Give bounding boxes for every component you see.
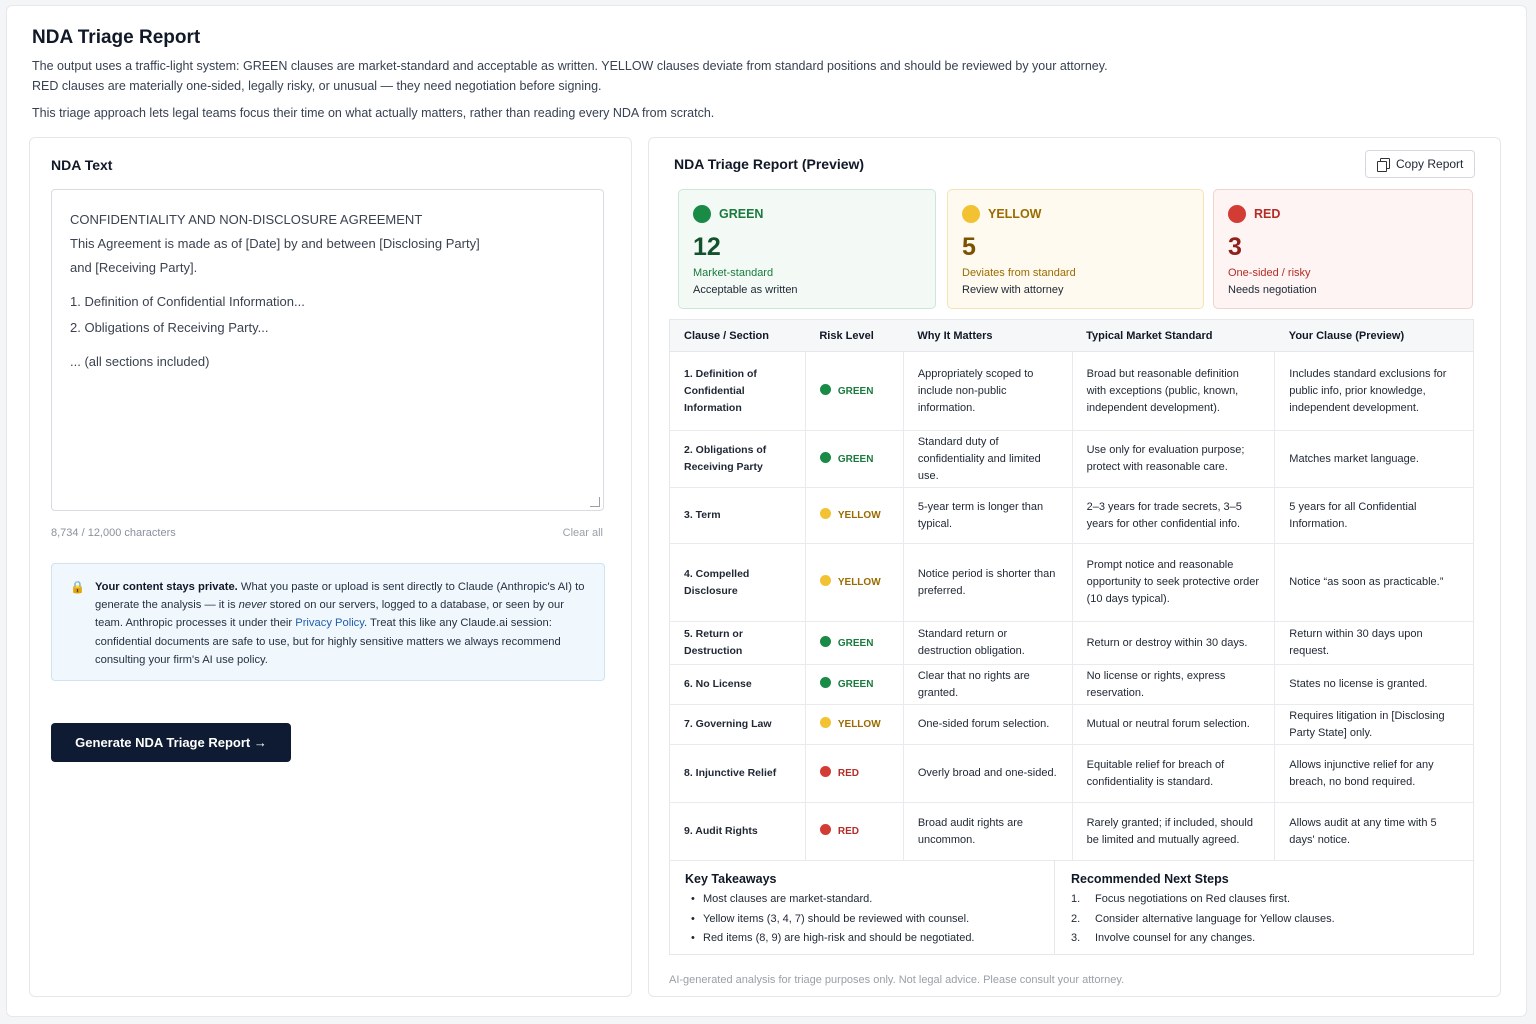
card-note: Acceptable as written	[693, 284, 798, 296]
next-steps-title: Recommended Next Steps	[1071, 872, 1229, 886]
risk-label: YELLOW	[837, 719, 881, 730]
risk-dot-icon	[820, 384, 831, 395]
risk-cell	[805, 705, 903, 745]
card-subtitle: Deviates from standard	[962, 267, 1076, 279]
page-title: NDA Triage Report	[32, 27, 201, 48]
risk-label: GREEN	[837, 679, 874, 690]
card-label: GREEN	[719, 207, 764, 221]
step-text: Focus negotiations on Red clauses first.	[1095, 893, 1291, 905]
step-number: 1.	[1071, 893, 1081, 905]
takeaway-item: • Yellow items (3, 4, 7) should be reviewed with counsel.	[685, 910, 1039, 930]
green-summary-card	[678, 189, 936, 309]
card-label: RED	[1254, 207, 1281, 221]
risk-badge	[820, 386, 874, 397]
card-note: Needs negotiation	[1228, 284, 1317, 296]
card-note: Review with attorney	[962, 284, 1064, 296]
nda-text-input[interactable]	[51, 189, 604, 511]
why-cell: Clear that no rights are granted.	[903, 665, 1072, 705]
your-clause-cell: States no license is granted.	[1275, 665, 1474, 705]
risk-cell	[805, 803, 903, 861]
lock-icon: 🔒	[70, 580, 85, 594]
card-count: 5	[962, 233, 976, 261]
why-cell: One-sided forum selection.	[903, 705, 1072, 745]
clause-cell: 3. Term	[670, 488, 806, 544]
nda-line: CONFIDENTIALITY AND NON-DISCLOSURE AGREEMENT	[70, 212, 423, 227]
triage-report-panel	[648, 137, 1501, 997]
risk-badge	[820, 679, 874, 690]
risk-label: RED	[837, 826, 859, 837]
yellow-dot-icon	[962, 205, 980, 223]
key-takeaways	[670, 860, 1055, 954]
why-cell: Notice period is shorter than preferred.	[903, 544, 1072, 622]
privacy-emphasis: never	[238, 599, 267, 612]
next-step-item	[1071, 910, 1457, 930]
nda-line: ... (all sections included)	[70, 354, 210, 369]
nda-text-title: NDA Text	[51, 157, 113, 173]
risk-dot-icon	[820, 575, 831, 586]
your-clause-cell: Includes standard exclusions for public info, prior knowledge, independent development.	[1275, 352, 1474, 431]
risk-dot-icon	[820, 824, 831, 835]
card-label: YELLOW	[988, 207, 1042, 221]
privacy-text: . Treat this like any Claude.ai session: confidential documents are safe to use, but for highly sensitive matters we always recommend consulting your firm's AI use policy.	[95, 617, 561, 666]
privacy-notice	[51, 563, 605, 681]
risk-dot-icon	[820, 677, 831, 688]
step-number: 2.	[1071, 912, 1081, 925]
clause-cell: 6. No License	[670, 665, 806, 705]
standard-cell: Prompt notice and reasonable opportunity to seek protective order (10 days typical).	[1072, 544, 1275, 622]
risk-dot-icon	[820, 636, 831, 647]
generate-report-button[interactable]: Generate NDA Triage Report →	[51, 723, 291, 762]
risk-dot-icon	[820, 452, 831, 463]
character-count: 8,734 / 12,000 characters	[51, 527, 176, 539]
privacy-heading: Your content stays private.	[95, 581, 238, 593]
risk-cell	[805, 488, 903, 544]
table-row	[670, 544, 1474, 622]
column-header: Typical Market Standard	[1072, 320, 1275, 352]
risk-label: RED	[837, 768, 859, 779]
column-header: Your Clause (Preview)	[1275, 320, 1474, 352]
your-clause-cell: Notice “as soon as practicable.”	[1275, 544, 1474, 622]
risk-label: GREEN	[837, 453, 874, 465]
risk-label: YELLOW	[837, 510, 881, 521]
clause-cell: 7. Governing Law	[670, 705, 806, 745]
standard-cell: Return or destroy within 30 days.	[1072, 622, 1275, 665]
table-row	[670, 352, 1474, 431]
nda-line: 2. Obligations of Receiving Party...	[70, 320, 269, 335]
risk-dot-icon	[820, 717, 831, 728]
card-subtitle: One-sided / risky	[1228, 267, 1311, 279]
table-row	[670, 803, 1474, 861]
why-cell: Standard duty of confidentiality and limited use.	[903, 431, 1072, 488]
clause-cell: 5. Return or Destruction	[670, 622, 806, 665]
standard-cell: Broad but reasonable definition with exceptions (public, known, independent development).	[1072, 352, 1275, 431]
copy-report-button[interactable]	[1365, 150, 1475, 178]
risk-dot-icon	[820, 766, 831, 777]
your-clause-cell: Return within 30 days upon request.	[1275, 622, 1474, 665]
standard-cell: Rarely granted; if included, should be limited and mutually agreed.	[1072, 803, 1275, 861]
privacy-text: What you paste or upload is sent directly to Claude (Anthropic's AI) to generate the analysis — it is	[95, 581, 585, 612]
key-takeaways-title: Key Takeaways	[685, 872, 777, 886]
clause-cell: 2. Obligations of Receiving Party	[670, 431, 806, 488]
risk-cell	[805, 544, 903, 622]
risk-badge	[820, 454, 874, 465]
next-steps	[1055, 860, 1473, 954]
why-cell: 5-year term is longer than typical.	[903, 488, 1072, 544]
risk-label: YELLOW	[837, 577, 881, 588]
red-summary-card	[1213, 189, 1473, 309]
why-cell: Appropriately scoped to include non-public information.	[903, 352, 1072, 431]
nda-line: This Agreement is made as of [Date] by and between [Disclosing Party]	[70, 236, 480, 251]
nda-text-panel	[29, 137, 632, 997]
app-window	[6, 5, 1527, 1017]
clear-all-link[interactable]: Clear all	[562, 527, 603, 539]
why-cell: Broad audit rights are uncommon.	[903, 803, 1072, 861]
your-clause-cell: Requires litigation in [Disclosing Party State] only.	[1275, 705, 1474, 745]
green-dot-icon	[693, 205, 711, 223]
standard-cell: Mutual or neutral forum selection.	[1072, 705, 1275, 745]
card-count: 12	[693, 233, 721, 261]
report-preview-title: NDA Triage Report (Preview)	[674, 156, 865, 172]
card-count: 3	[1228, 233, 1242, 261]
table-row	[670, 705, 1474, 745]
intro-line-2: RED clauses are materially one-sided, legally risky, or unusual — they need negotiation before signing.	[32, 79, 602, 93]
privacy-policy-link[interactable]: Privacy Policy	[295, 617, 365, 630]
risk-badge	[820, 510, 881, 521]
nda-line: 1. Definition of Confidential Information...	[70, 294, 305, 309]
triage-table-body	[670, 352, 1474, 861]
takeaway-item: • Red items (8, 9) are high-risk and should be negotiated.	[685, 929, 1039, 949]
clause-cell: 1. Definition of Confidential Information	[670, 352, 806, 431]
table-row	[670, 665, 1474, 705]
intro-line-1: The output uses a traffic-light system: GREEN clauses are market-standard and acceptable as written. YELLOW clauses deviate from standard positions and should be reviewed by your attorney.	[32, 59, 1108, 73]
risk-cell	[805, 352, 903, 431]
clause-cell: 4. Compelled Disclosure	[670, 544, 806, 622]
copy-icon	[1377, 158, 1388, 170]
table-row	[670, 488, 1474, 544]
card-subtitle: Market-standard	[693, 267, 774, 279]
standard-cell: No license or rights, express reservation.	[1072, 665, 1275, 705]
nda-line: and [Receiving Party].	[70, 260, 198, 275]
column-header: Why It Matters	[903, 320, 1072, 352]
step-number: 3.	[1071, 932, 1081, 944]
intro-text	[32, 56, 1212, 96]
risk-badge	[820, 826, 859, 837]
standard-cell: 2–3 years for trade secrets, 3–5 years for other confidential info.	[1072, 488, 1275, 544]
summary-section	[669, 860, 1474, 955]
step-text: Consider alternative language for Yellow clauses.	[1095, 912, 1335, 925]
your-clause-cell: 5 years for all Confidential Information.	[1275, 488, 1474, 544]
takeaway-item: • Most clauses are market-standard.	[685, 890, 1039, 910]
disclaimer: AI-generated analysis for triage purposes only. Not legal advice. Please consult your attorney.	[669, 974, 1125, 986]
risk-cell	[805, 745, 903, 803]
risk-label: GREEN	[837, 385, 874, 397]
risk-badge	[820, 577, 881, 588]
risk-cell	[805, 431, 903, 488]
risk-cell	[805, 665, 903, 705]
table-row	[670, 745, 1474, 803]
clause-cell: 8. Injunctive Relief	[670, 745, 806, 803]
column-header: Clause / Section	[670, 320, 806, 352]
table-header-row	[670, 320, 1474, 352]
privacy-text: stored on our servers, logged to a database, or seen by our team. Anthropic processes it under their	[95, 599, 564, 630]
risk-badge	[820, 768, 859, 779]
next-step-item	[1071, 929, 1457, 949]
yellow-summary-card	[947, 189, 1204, 309]
copy-report-label: Copy Report	[1396, 157, 1464, 171]
why-cell: Standard return or destruction obligation.	[903, 622, 1072, 665]
risk-label: GREEN	[837, 637, 874, 649]
standard-cell: Equitable relief for breach of confidentiality is standard.	[1072, 745, 1275, 803]
intro-line-3: This triage approach lets legal teams focus their time on what actually matters, rather than reading every NDA from scratch.	[32, 106, 715, 120]
column-header: Risk Level	[805, 320, 903, 352]
standard-cell: Use only for evaluation purpose; protect with reasonable care.	[1072, 431, 1275, 488]
your-clause-cell: Matches market language.	[1275, 431, 1474, 488]
step-text: Involve counsel for any changes.	[1095, 932, 1256, 944]
risk-dot-icon	[820, 508, 831, 519]
table-row	[670, 622, 1474, 665]
risk-badge	[820, 719, 881, 730]
resize-handle-icon[interactable]	[590, 497, 600, 507]
red-dot-icon	[1228, 205, 1246, 223]
clause-cell: 9. Audit Rights	[670, 803, 806, 861]
risk-badge	[820, 638, 874, 649]
your-clause-cell: Allows injunctive relief for any breach, no bond required.	[1275, 745, 1474, 803]
why-cell: Overly broad and one-sided.	[903, 745, 1072, 803]
table-row	[670, 431, 1474, 488]
next-step-item	[1071, 890, 1457, 910]
triage-table	[669, 319, 1474, 861]
risk-cell	[805, 622, 903, 665]
your-clause-cell: Allows audit at any time with 5 days' notice.	[1275, 803, 1474, 861]
